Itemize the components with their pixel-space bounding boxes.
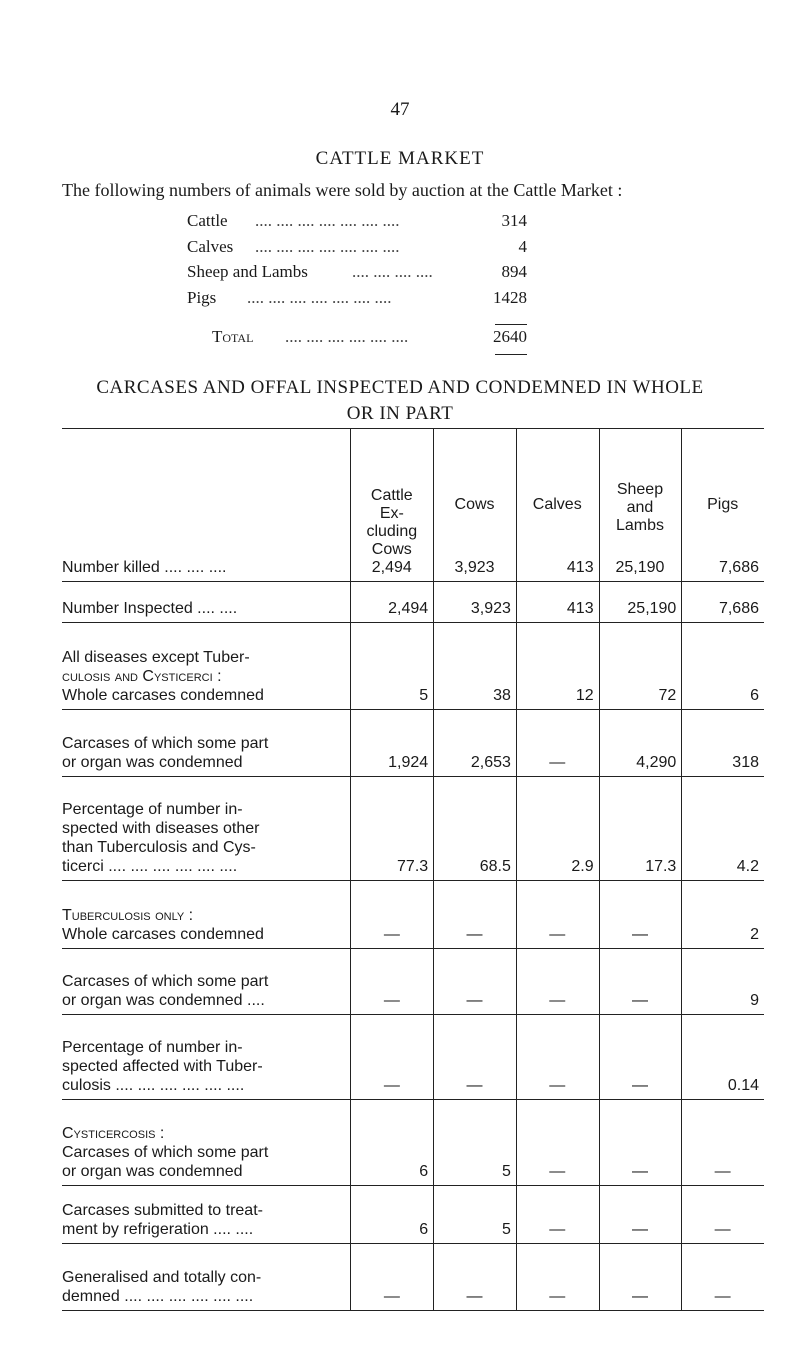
row-label: Percentage of number in- spected with diseases other than Tuberculosis and Cys- ticerci .... .... .... .... .... .... bbox=[62, 777, 351, 881]
table-cell: — bbox=[599, 1186, 682, 1244]
row-label: Carcases of which some part or organ was condemned .... bbox=[62, 949, 351, 1015]
sales-label: Cattle bbox=[187, 211, 228, 230]
table-row bbox=[62, 777, 764, 881]
table-cell: — bbox=[516, 881, 599, 949]
table-cell: 68.5 bbox=[434, 777, 517, 881]
page-number: 47 bbox=[390, 99, 410, 120]
leader-dots: .... .... .... .... .... .... .... bbox=[255, 236, 400, 256]
table-row bbox=[62, 1100, 764, 1186]
table-cell: — bbox=[516, 1100, 599, 1186]
table-cell: — bbox=[351, 1244, 434, 1311]
table-cell: 38 bbox=[434, 623, 517, 710]
table-cell: 6 bbox=[351, 1186, 434, 1244]
row-label: Carcases submitted to treat- ment by refrigeration .... .... bbox=[62, 1186, 351, 1244]
table-cell: — bbox=[516, 949, 599, 1015]
table-cell: — bbox=[516, 1244, 599, 1311]
sales-row-calves bbox=[187, 237, 527, 263]
divider bbox=[495, 354, 527, 355]
section-heading-line: CARCASES AND OFFAL INSPECTED AND CONDEMNED IN WHOLE bbox=[96, 377, 704, 398]
table-cell: 72 bbox=[599, 623, 682, 710]
row-label: Percentage of number in- spected affected with Tuber- culosis .... .... .... .... .... .... bbox=[62, 1015, 351, 1100]
table-cell: 6 bbox=[351, 1100, 434, 1186]
table-cell: — bbox=[682, 1244, 764, 1311]
table-cell: — bbox=[599, 881, 682, 949]
total-label: Total bbox=[212, 327, 254, 346]
row-label: Number killed .... .... .... bbox=[62, 429, 351, 582]
column-pigs: Pigs 7,686 bbox=[682, 429, 764, 582]
table-cell: — bbox=[434, 949, 517, 1015]
table-row bbox=[62, 1015, 764, 1100]
table-row bbox=[62, 1186, 764, 1244]
table-cell: 3,923 bbox=[434, 582, 517, 623]
leader-dots: .... .... .... .... .... .... .... bbox=[255, 211, 400, 230]
table-row bbox=[62, 1244, 764, 1311]
table-cell: 2.9 bbox=[516, 777, 599, 881]
table-cell: — bbox=[682, 1100, 764, 1186]
table-cell: — bbox=[682, 1186, 764, 1244]
table-cell: 1,924 bbox=[351, 710, 434, 777]
table-cell: 25,190 bbox=[599, 582, 682, 623]
sales-label: Calves bbox=[187, 236, 234, 256]
column-calves: Calves 413 bbox=[516, 429, 599, 582]
table-cell: 5 bbox=[351, 623, 434, 710]
table-row bbox=[62, 949, 764, 1015]
table-cell: — bbox=[351, 949, 434, 1015]
sales-list bbox=[187, 211, 527, 352]
section-heading-line: OR IN PART bbox=[346, 403, 454, 424]
row-label: Cysticercosis : Carcases of which some part or organ was condemned bbox=[62, 1100, 351, 1186]
table-cell: 0.14 bbox=[682, 1015, 764, 1100]
table-row bbox=[62, 881, 764, 949]
leader-dots: .... .... .... .... bbox=[352, 262, 433, 281]
sales-label: Sheep and Lambs bbox=[187, 262, 308, 281]
sales-row-cattle bbox=[187, 211, 527, 237]
table-cell: — bbox=[599, 1015, 682, 1100]
table-cell: — bbox=[351, 881, 434, 949]
divider bbox=[495, 324, 527, 325]
leader-dots: .... .... .... .... .... .... .... bbox=[247, 287, 392, 307]
inspection-table bbox=[62, 428, 764, 1311]
table-cell: 318 bbox=[682, 710, 764, 777]
row-label: Carcases of which some part or organ was condemned bbox=[62, 710, 351, 777]
sales-row-pigs bbox=[187, 288, 527, 314]
column-sheep: Sheep and Lambs 25,190 bbox=[599, 429, 682, 582]
row-label: Tuberculosis only : Whole carcases condemned bbox=[62, 881, 351, 949]
table-row bbox=[62, 429, 764, 582]
table-cell: — bbox=[516, 710, 599, 777]
intro-text: The following numbers of animals were sold by auction at the Cattle Market : bbox=[62, 180, 623, 200]
table-cell: 77.3 bbox=[351, 777, 434, 881]
table-cell: 413 bbox=[516, 582, 599, 623]
table-row bbox=[62, 582, 764, 623]
table-cell: 4,290 bbox=[599, 710, 682, 777]
table-row bbox=[62, 710, 764, 777]
column-cattle: Cattle Ex- cluding Cows 2,494 bbox=[351, 429, 434, 582]
leader-dots: .... .... .... .... .... .... bbox=[285, 327, 409, 346]
section-heading bbox=[0, 375, 800, 427]
row-label: All diseases except Tuber- culosis and Cysticerci : Whole carcases condemned bbox=[62, 623, 351, 710]
table-cell: 6 bbox=[682, 623, 764, 710]
table-cell: 5 bbox=[434, 1186, 517, 1244]
table-cell: 17.3 bbox=[599, 777, 682, 881]
table-cell: — bbox=[434, 1015, 517, 1100]
table-cell: 2 bbox=[682, 881, 764, 949]
sales-row-sheep bbox=[187, 262, 527, 288]
sales-value: 1428 bbox=[493, 287, 527, 307]
table-cell: — bbox=[599, 1244, 682, 1311]
sales-value: 894 bbox=[501, 262, 527, 281]
total-value: 2640 bbox=[493, 327, 527, 346]
table-cell: 12 bbox=[516, 623, 599, 710]
sales-value: 4 bbox=[518, 236, 527, 256]
row-label: Generalised and totally con- demned .... .... .... .... .... .... bbox=[62, 1244, 351, 1311]
sales-value: 314 bbox=[501, 211, 527, 230]
table-cell: — bbox=[434, 1244, 517, 1311]
table-cell: — bbox=[434, 881, 517, 949]
table-cell: — bbox=[516, 1186, 599, 1244]
table-cell: 5 bbox=[434, 1100, 517, 1186]
table-cell: 2,653 bbox=[434, 710, 517, 777]
table-cell: — bbox=[516, 1015, 599, 1100]
table-cell: — bbox=[599, 1100, 682, 1186]
sales-total-row bbox=[187, 327, 527, 352]
table-cell: — bbox=[599, 949, 682, 1015]
table-cell: 4.2 bbox=[682, 777, 764, 881]
column-cows: Cows 3,923 bbox=[434, 429, 517, 582]
table-cell: 7,686 bbox=[682, 582, 764, 623]
table-cell: — bbox=[351, 1015, 434, 1100]
page-title: CATTLE MARKET bbox=[315, 148, 485, 169]
table-cell: 2,494 bbox=[351, 582, 434, 623]
table-row bbox=[62, 623, 764, 710]
sales-label: Pigs bbox=[187, 287, 217, 307]
table-cell: 9 bbox=[682, 949, 764, 1015]
row-label: Number Inspected .... .... bbox=[62, 582, 351, 623]
